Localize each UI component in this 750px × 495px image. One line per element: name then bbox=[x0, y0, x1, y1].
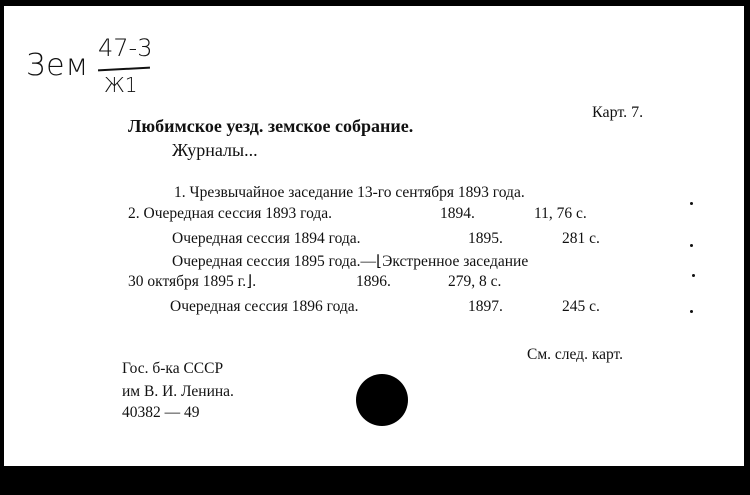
entry-line-6 bbox=[170, 298, 600, 316]
scan-border-bottom bbox=[0, 466, 750, 495]
entry-year: 1897. bbox=[468, 298, 503, 315]
card-subtitle: Журналы... bbox=[172, 140, 258, 160]
entry-line-1 bbox=[174, 184, 525, 202]
entry-pages: 281 с. bbox=[562, 230, 600, 247]
library-stamp-line-1: Гос. б-ка СССР bbox=[122, 360, 224, 377]
entry-text: Очередная сессия 1896 года. bbox=[170, 298, 359, 315]
entry-year: 1895. bbox=[468, 230, 503, 247]
handwritten-prefix: Зем bbox=[26, 48, 90, 83]
card-title: Любимское уезд. земское собрание. bbox=[128, 116, 414, 136]
library-stamp-line-2: им В. И. Ленина. bbox=[122, 383, 234, 400]
punch-hole bbox=[356, 374, 408, 426]
entry-pages: 245 с. bbox=[562, 298, 600, 315]
margin-mark bbox=[692, 274, 695, 277]
card-number: Карт. 7. bbox=[592, 104, 644, 121]
margin-mark bbox=[690, 244, 693, 247]
margin-mark bbox=[690, 202, 693, 205]
handwritten-sub: Ж1 bbox=[104, 73, 138, 97]
entry-text: Очередная сессия 1894 года. bbox=[172, 230, 361, 247]
entry-pages: 279, 8 с. bbox=[448, 273, 502, 290]
entry-text: Очередная сессия 1895 года.—⌊Экстренное заседание bbox=[172, 253, 529, 270]
entry-pages: 11, 76 с. bbox=[534, 205, 587, 222]
library-stamp-line-3: 40382 — 49 bbox=[122, 404, 200, 421]
entry-year: 1894. bbox=[440, 205, 475, 222]
scan-border-left bbox=[0, 0, 4, 495]
margin-mark bbox=[690, 310, 693, 313]
see-next-card: См. след. карт. bbox=[527, 346, 624, 363]
scan-border-top bbox=[0, 0, 750, 6]
scan-border-right bbox=[744, 0, 750, 495]
handwritten-number: 47-3 bbox=[98, 34, 153, 62]
entry-line-5 bbox=[128, 272, 501, 291]
handwritten-fraction-line bbox=[98, 67, 150, 72]
entry-line-4 bbox=[172, 252, 528, 271]
entry-year: 1896. bbox=[356, 273, 391, 290]
entry-text: 1. Чрезвычайное заседание 13-го сентября 1893 года. bbox=[174, 184, 525, 201]
entry-text: 2. Очередная сессия 1893 года. bbox=[128, 205, 333, 222]
entry-line-3 bbox=[172, 230, 600, 248]
entry-line-2 bbox=[128, 205, 587, 223]
entry-text: 30 октября 1895 г.⌋. bbox=[128, 273, 257, 290]
